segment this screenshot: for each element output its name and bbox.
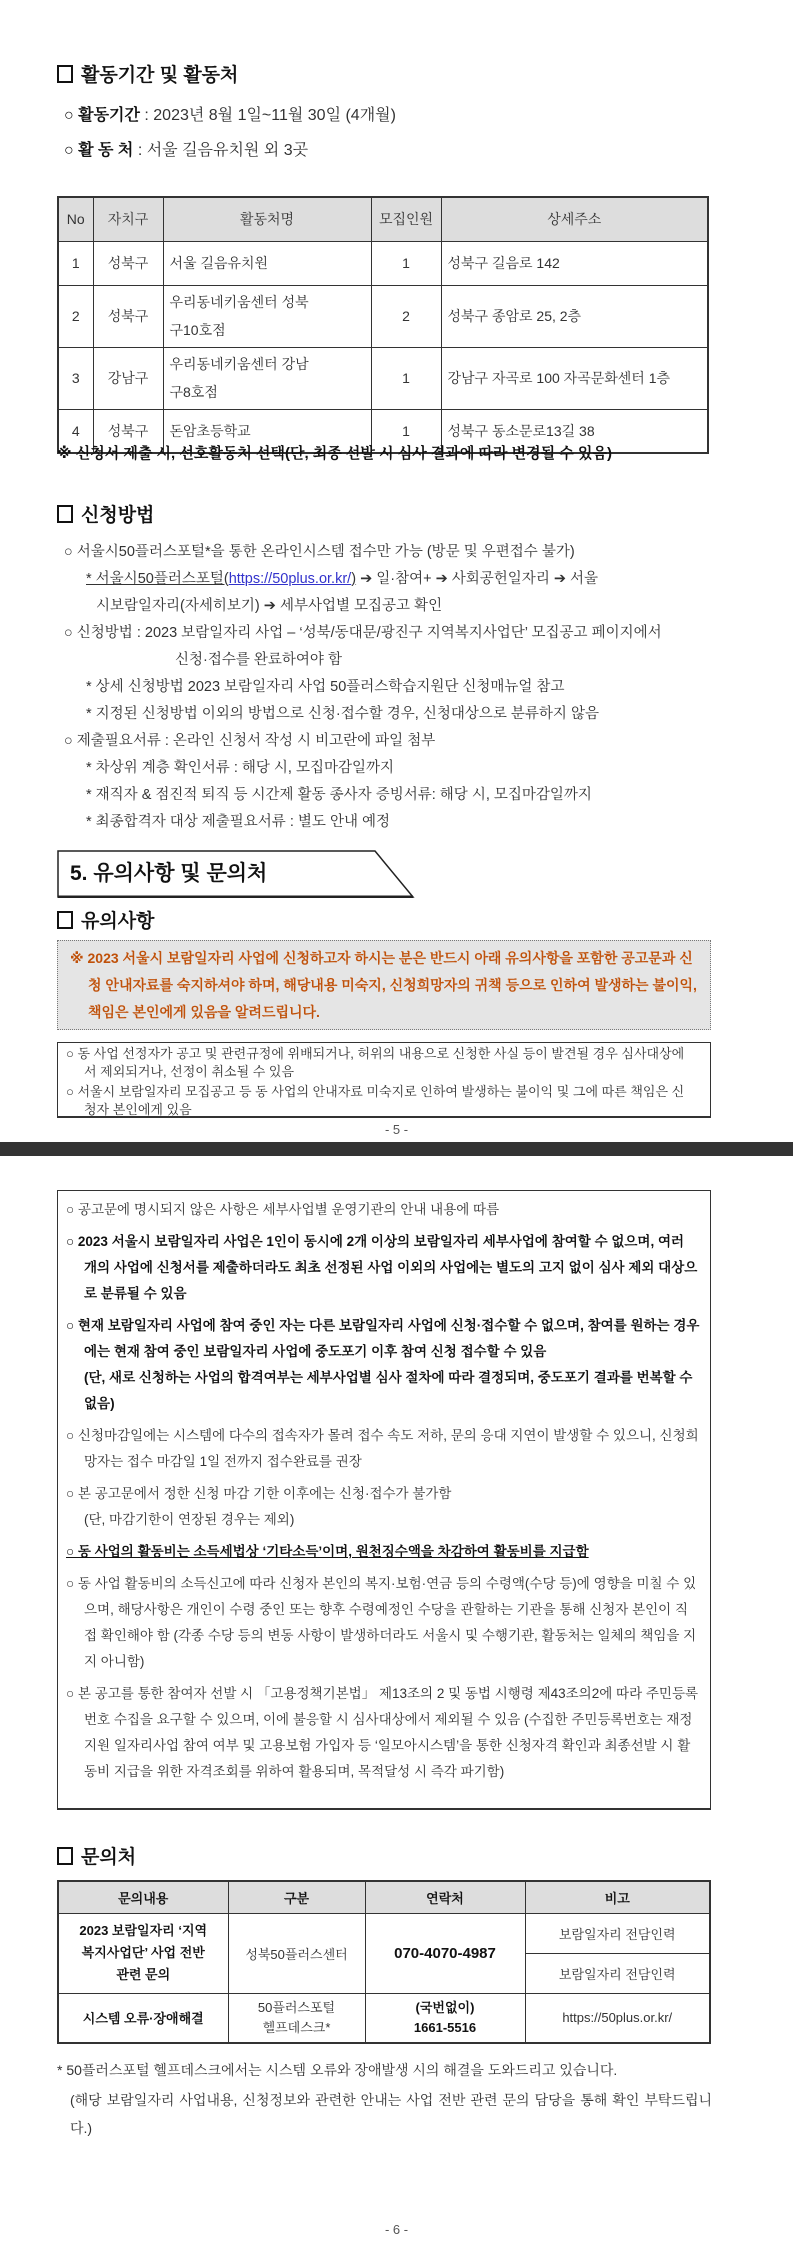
cell: 보람일자리 전담인력 (525, 1953, 710, 1993)
cell: 2023 보람일자리 ‘지역복지사업단’ 사업 전반 관련 문의 (58, 1913, 228, 1993)
page-number: - 5 - (384, 1122, 409, 1137)
cell: 1 (371, 241, 441, 285)
cell: 시스템 오류·장애해결 (58, 1993, 228, 2043)
col-header: 자치구 (93, 197, 163, 241)
caution-item: (단, 새로 신청하는 사업의 합격여부는 세부사업별 심사 절차에 따라 결정되며, 중도포기 결과를 번복할 수 없음) (84, 1370, 693, 1411)
caution-box-2 (57, 1190, 711, 1810)
place-value: : 서울 길음유치원 외 3곳 (137, 142, 309, 159)
portal-text-end: ) (351, 571, 357, 587)
period-value: : 2023년 8월 1일~11월 30일 (4개월) (144, 107, 396, 124)
cell: 성북구 (93, 241, 163, 285)
caution-item: ○ 동 사업 활동비의 소득신고에 따라 신청자 본인의 복지·보험·연금 등의 수령액(수당 등)에 영향을 미칠 수 있으며, 해당사항은 개인이 수령 중인 또는 향후 수령예정인 수당을 관할하는 기관을 통해 신청자 본인이 직접 확인해야 함 (각종 수당 등의 변동 사항이 발생하더라도 서울시 및 수행기관, 활동처는 일체의 책임을 지지 아니함) (66, 1576, 697, 1669)
table-row (58, 347, 708, 409)
heading-text: 활동기간 및 활동처 (81, 65, 239, 86)
col-header: 문의내용 (58, 1881, 228, 1913)
activity-place: ○ 활 동 처 : 서울 길음유치원 외 3곳 (64, 142, 309, 159)
apply-line: ○ 신청방법 : 2023 보람일자리 사업 – ‘성북/동대문/광진구 지역복지사업단’ 모집공고 페이지에서 (64, 625, 662, 641)
heading-apply-title (57, 500, 154, 527)
cell: 강남구 자곡로 100 자곡문화센터 1층 (441, 347, 708, 409)
cell: 1 (371, 409, 441, 453)
cell: 돈암초등학교 (163, 409, 371, 453)
caution-box-1 (57, 1042, 711, 1118)
activity-note: ※ 신청서 제출 시, 선호활동처 선택(단, 최종 선발 시 심사 결과에 따라 변경될 수 있음) (57, 445, 612, 462)
phone-note: (국번없이) (415, 1999, 475, 2015)
apply-line: ○ 제출필요서류 : 온라인 신청서 작성 시 비고란에 파일 첨부 (64, 733, 436, 749)
col-header: 모집인원 (371, 197, 441, 241)
table-row (58, 1913, 710, 1953)
apply-line: ○ 서울시50플러스포털*을 통한 온라인시스템 접수만 가능 (방문 및 우편접수 불가) (64, 544, 575, 560)
cell: 1 (58, 241, 93, 285)
cell: 성북구 종암로 25, 2층 (441, 285, 708, 347)
cell: 070-4070-4987 (365, 1913, 525, 1993)
heading-text: 신청방법 (81, 505, 155, 526)
phone-number: 1661-5516 (413, 2019, 477, 2035)
col-header: 상세주소 (441, 197, 708, 241)
place-label: 활 동 처 (78, 142, 134, 159)
checkbox-square-icon (57, 65, 73, 83)
cell: 1 (371, 347, 441, 409)
apply-line: * 최종합격자 대상 제출필요서류 : 별도 안내 예정 (86, 814, 391, 830)
caution-item: ○ 동 사업의 활동비는 소득세법상 ‘기타소득’이며, 원천징수액을 차감하여 활동비를 지급함 (66, 1544, 589, 1559)
col-header: 활동처명 (163, 197, 371, 241)
portal-path: ➔ 일·참여+ ➔ 사회공헌일자리 ➔ 서울 (356, 571, 599, 587)
caution-item: (단, 마감기한이 연장된 경우는 제외) (84, 1512, 295, 1527)
caution-item: ○ 서울시 보람일자리 모집공고 등 동 사업의 안내자료 미숙지로 인하여 발생하는 불이익 및 그에 따른 책임은 신청자 본인에게 있음 (66, 1084, 685, 1117)
apply-line: * 재직자 & 점진적 퇴직 등 시간제 활동 종사자 증빙서류: 해당 시, 모집마감일까지 (86, 787, 592, 803)
apply-line: * 상세 신청방법 2023 보람일자리 사업 50플러스학습지원단 신청매뉴얼 참고 (86, 679, 565, 695)
cell: 50플러스포털 헬프데스크* (228, 1993, 365, 2043)
col-header: 연락처 (365, 1881, 525, 1913)
cell: 서울 길음유치원 (163, 241, 371, 285)
col-header: 비고 (525, 1881, 710, 1913)
cell: 2 (58, 285, 93, 347)
caution-item: ○ 공고문에 명시되지 않은 사항은 세부사업별 운영기관의 안내 내용에 따름 (66, 1202, 500, 1217)
page-number: - 6 - (384, 2222, 409, 2237)
cell: 성북구 동소문로13길 38 (441, 409, 708, 453)
contact-table (57, 1880, 711, 2044)
apply-line: * 지정된 신청방법 이외의 방법으로 신청·접수할 경우, 신청대상으로 분류하지 않음 (86, 706, 599, 722)
checkbox-square-icon (57, 505, 73, 523)
caution-item: ○ 현재 보람일자리 사업에 참여 중인 자는 다른 보람일자리 사업에 신청·접수할 수 없으며, 참여를 원하는 경우에는 현재 참여 중인 보람일자리 사업에 중도포기 이후 참여 신청 접수할 수 있음 (66, 1318, 700, 1359)
apply-line: 신청·접수를 완료하여야 함 (175, 652, 342, 668)
checkbox-square-icon (57, 1847, 73, 1865)
cell: 성북50플러스센터 (228, 1913, 365, 1993)
cell-url[interactable]: https://50plus.or.kr/ (525, 1993, 710, 2043)
caution-item: ○ 본 공고를 통한 참여자 선발 시 「고용정책기본법」 제13조의 2 및 동법 시행령 제43조의2에 따라 주민등록번호 수집을 요구할 수 있으며, 이에 불응할 시 심사대상에서 제외될 수 있음 (수집한 주민등록번호는 재정 지원 일자리사업 참여 여부 및 고용보험 가입자 등 ‘일모아시스템’을 통한 신청자격 확인과 최종선발 시 활동비 지급을 위한 자격조회를 위하여 활용되며, 목적달성 시 즉각 파기함) (66, 1686, 699, 1779)
portal-link[interactable]: https://50plus.or.kr/ (228, 571, 352, 587)
apply-line: * 차상위 계층 확인서류 : 해당 시, 모집마감일까지 (86, 760, 395, 776)
heading-activity (57, 60, 238, 87)
heading-text: 유의사항 (81, 911, 155, 932)
period-label: 활동기간 (78, 107, 140, 124)
apply-portal-line (86, 567, 598, 588)
caution-item: ○ 신청마감일에는 시스템에 다수의 접속자가 몰려 접수 속도 저하, 문의 응대 지연이 발생할 수 있으니, 신청희망자는 접수 마감일 1일 전까지 접수완료를 권장 (66, 1428, 699, 1469)
cell: 성북구 길음로 142 (441, 241, 708, 285)
table-row (58, 285, 708, 347)
cell: 강남구 (93, 347, 163, 409)
table-row (58, 241, 708, 285)
caution-item: ○ 2023 서울시 보람일자리 사업은 1인이 동시에 2개 이상의 보람일자리 세부사업에 참여할 수 없으며, 여러 개의 사업에 신청서를 제출하더라도 최초 선정된 사업 이외의 사업에는 별도의 고지 없이 심사 제외 대상으로 분류될 수 있음 (66, 1234, 698, 1301)
cell: 우리동네키움센터 성북구10호점 (163, 285, 371, 347)
caution-item: ○ 본 공고문에서 정한 신청 마감 기한 이후에는 신청·접수가 불가함 (66, 1486, 452, 1501)
cell: 2 (371, 285, 441, 347)
cell: 우리동네키움센터 강남구8호점 (163, 347, 371, 409)
cell: 4 (58, 409, 93, 453)
cell: 성북구 (93, 409, 163, 453)
cell: 성북구 (93, 285, 163, 347)
table-row (58, 1993, 710, 2043)
heading-contact (57, 1842, 136, 1869)
caution-item: ○ 동 사업 선정자가 공고 및 관련규정에 위배되거나, 허위의 내용으로 신청한 사실 등이 발견될 경우 심사대상에서 제외되거나, 선정이 취소될 수 있음 (66, 1046, 685, 1079)
activity-period: ○ 활동기간 : 2023년 8월 1일~11월 30일 (4개월) (64, 107, 396, 124)
cell: 3 (58, 347, 93, 409)
contact-footnote: (해당 보람일자리 사업내용, 신청정보와 관련한 안내는 사업 전반 관련 문의 담당을 통해 확인 부탁드립니다.) (70, 2092, 712, 2136)
section-title: 5. 유의사항 및 문의처 (70, 862, 268, 885)
col-header: No (58, 197, 93, 241)
page-separator (0, 1142, 793, 1156)
checkbox-square-icon (57, 911, 73, 929)
heading-caution (57, 906, 154, 933)
activity-table (57, 196, 709, 454)
apply-line: 시보람일자리(자세히보기) ➔ 세부사업별 모집공고 확인 (96, 598, 443, 614)
caution-notice: ※ 2023 서울시 보람일자리 사업에 신청하고자 하시는 분은 반드시 아래 유의사항을 포함한 공고문과 신청 안내자료를 숙지하셔야 하며, 해당내용 미숙지, 신청희망자의 귀책 등으로 인하여 발생하는 불이익, 책임은 본인에게 있음을 알려드립니다. (57, 940, 711, 1030)
col-header: 구분 (228, 1881, 365, 1913)
contact-footnote: * 50플러스포털 헬프데스크에서는 시스템 오류와 장애발생 시의 해결을 도와드리고 있습니다. (57, 2062, 618, 2078)
cell: 보람일자리 전담인력 (525, 1913, 710, 1953)
heading-text: 문의처 (81, 1847, 137, 1868)
portal-text: * 서울시50플러스포털( (86, 571, 229, 587)
